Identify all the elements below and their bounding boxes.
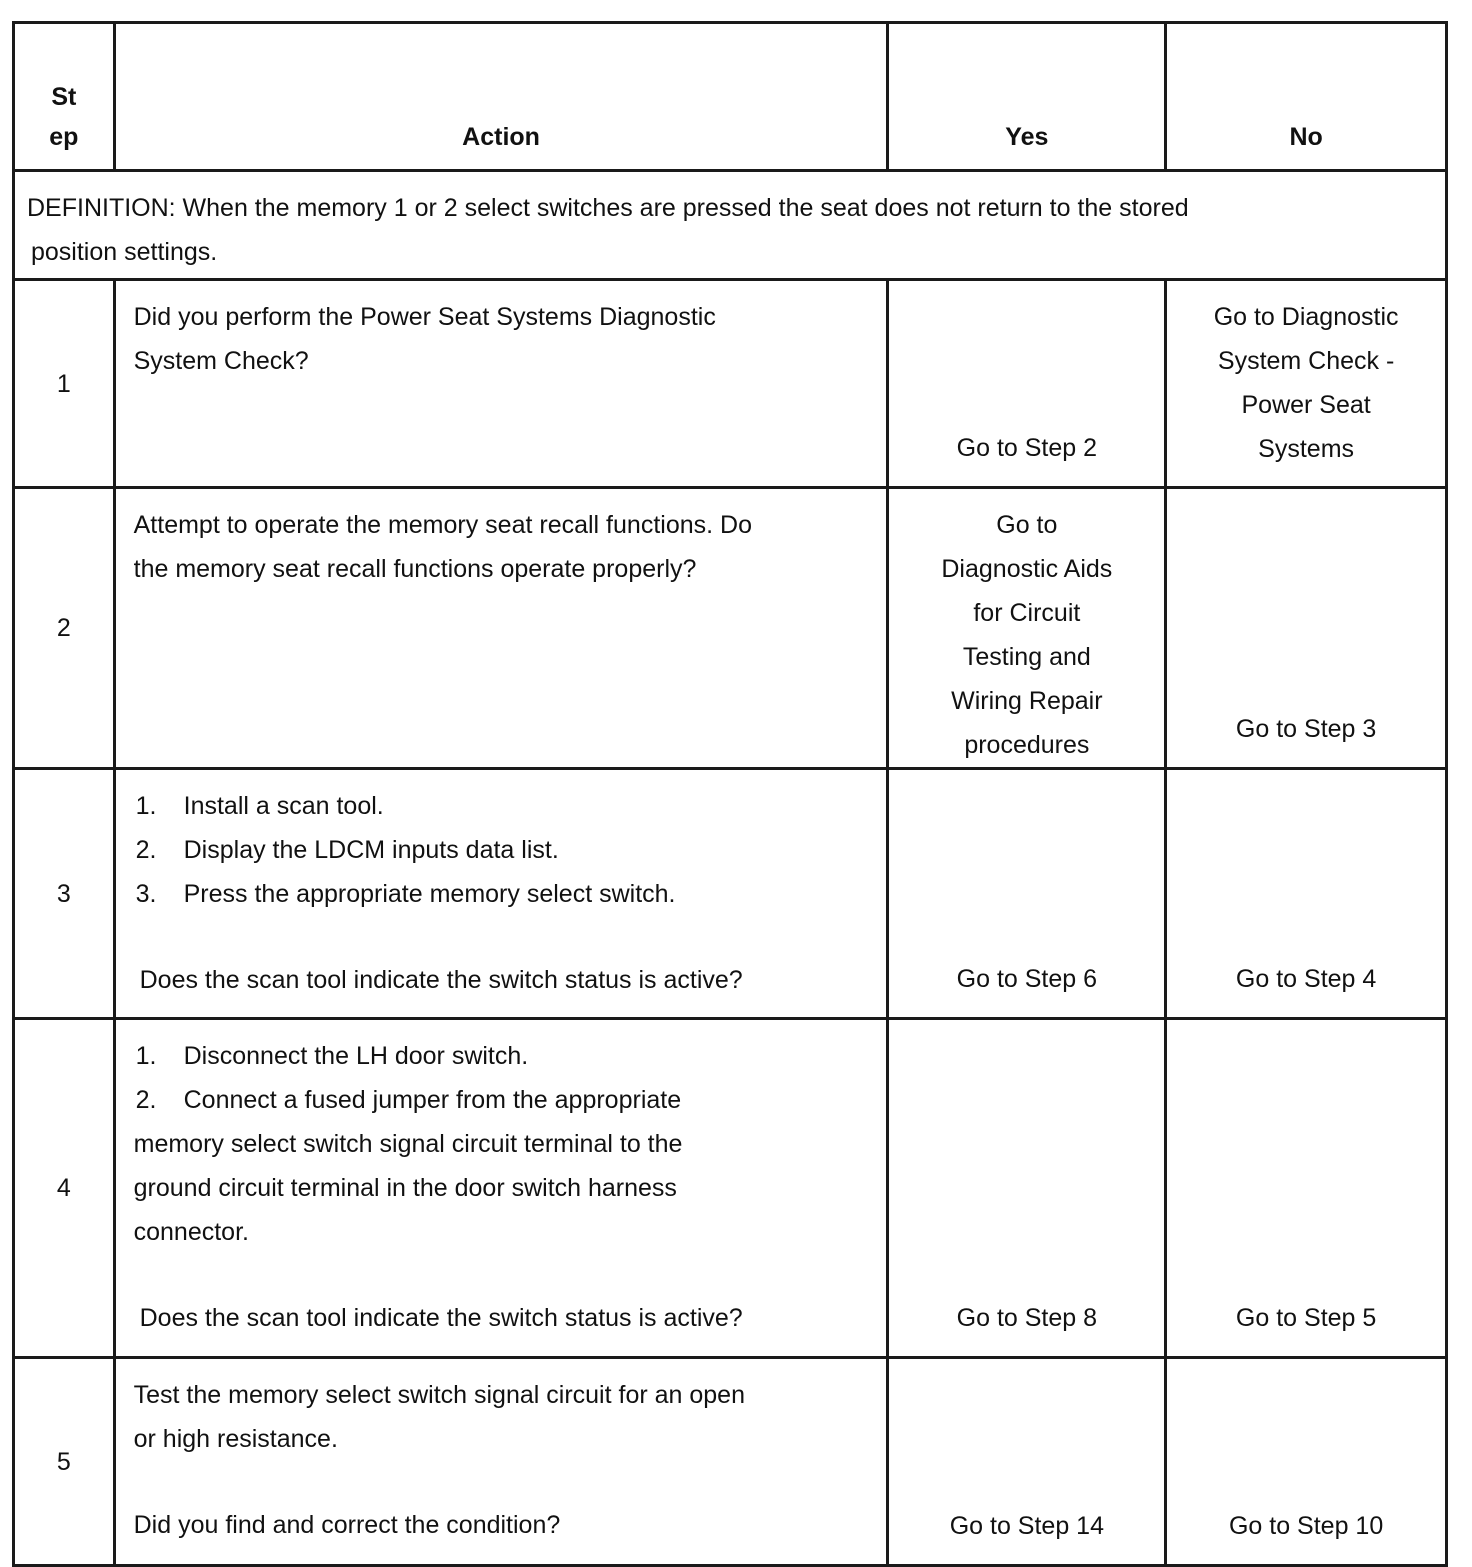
list-number: 1. [135, 1042, 157, 1070]
action-cell [114, 1019, 888, 1358]
list-text: Disconnect the LH door switch. [183, 1042, 529, 1070]
list-text: Install a scan tool. [183, 792, 384, 820]
definition-cell [14, 171, 1447, 280]
no-cell: Go to Step 4 [1166, 769, 1447, 1019]
list-text: Display the LDCM inputs data list. [183, 836, 559, 864]
no-line: System Check - [1217, 347, 1395, 375]
action-question: Does the scan tool indicate the switch status is active? [139, 1304, 743, 1332]
action-line: Test the memory select switch signal circuit for an open [133, 1381, 745, 1409]
table-row [14, 488, 1447, 769]
yes-cell: Go to Step 8 [888, 1019, 1166, 1358]
list-text: Press the appropriate memory select switch. [183, 880, 676, 908]
action-line: ground circuit terminal in the door switch harness [133, 1174, 677, 1202]
list-item [134, 1034, 869, 1078]
list-item [134, 784, 869, 828]
header-row [14, 23, 1447, 171]
action-line: memory select switch signal circuit terminal to the [133, 1130, 683, 1158]
yes-cell: Go to Step 6 [888, 769, 1166, 1019]
no-cell [1166, 280, 1447, 488]
no-cell: Go to Step 3 [1166, 488, 1447, 769]
yes-cell [888, 488, 1166, 769]
action-line: the memory seat recall functions operate properly? [133, 555, 697, 583]
yes-line: for Circuit [973, 599, 1081, 627]
yes-line: Wiring Repair [951, 687, 1103, 715]
definition-line-2: position settings. [31, 238, 218, 266]
action-line: System Check? [133, 347, 309, 375]
action-cell [114, 488, 888, 769]
step-number: 4 [14, 1019, 115, 1358]
yes-line: Diagnostic Aids [941, 555, 1113, 583]
action-line: Attempt to operate the memory seat recall functions. Do [133, 511, 752, 539]
action-list [134, 1034, 869, 1122]
header-step-line1: St [51, 83, 77, 111]
step-number: 5 [14, 1358, 115, 1566]
step-number: 3 [14, 769, 115, 1019]
definition-row [14, 171, 1447, 280]
header-no: No [1166, 23, 1447, 171]
table-row [14, 1019, 1447, 1358]
action-cell [114, 769, 888, 1019]
no-cell: Go to Step 10 [1166, 1358, 1447, 1566]
list-text: Connect a fused jumper from the appropriate [183, 1086, 682, 1114]
list-number: 3. [135, 880, 157, 908]
list-number: 1. [135, 792, 157, 820]
table-row [14, 769, 1447, 1019]
action-line: Did you perform the Power Seat Systems Diagnostic [133, 303, 716, 331]
definition-line-1: DEFINITION: When the memory 1 or 2 select switches are pressed the seat does not return to the stored [27, 194, 1189, 222]
yes-cell: Go to Step 2 [888, 280, 1166, 488]
list-item [134, 828, 869, 872]
step-number: 1 [14, 280, 115, 488]
no-line: Go to Diagnostic [1213, 303, 1399, 331]
list-item [134, 872, 869, 916]
table-row [14, 1358, 1447, 1566]
action-cell [114, 280, 888, 488]
no-cell: Go to Step 5 [1166, 1019, 1447, 1358]
list-item [134, 1078, 869, 1122]
header-action: Action [114, 23, 888, 171]
header-yes: Yes [888, 23, 1166, 171]
action-line: or high resistance. [133, 1425, 338, 1453]
list-number: 2. [135, 836, 157, 864]
yes-line: Testing and [962, 643, 1091, 671]
yes-line: procedures [964, 731, 1090, 759]
step-number: 2 [14, 488, 115, 769]
header-step [14, 23, 115, 171]
action-list [134, 784, 869, 916]
action-cell [114, 1358, 888, 1566]
action-line: connector. [133, 1218, 249, 1246]
list-number: 2. [135, 1086, 157, 1114]
no-line: Power Seat [1241, 391, 1371, 419]
yes-cell: Go to Step 14 [888, 1358, 1166, 1566]
table-row [14, 280, 1447, 488]
diagnostic-table [12, 21, 1448, 1567]
yes-line: Go to [996, 511, 1058, 539]
header-step-line2: ep [49, 123, 79, 151]
no-line: Systems [1258, 435, 1355, 463]
action-question: Does the scan tool indicate the switch status is active? [139, 966, 743, 994]
action-question: Did you find and correct the condition? [133, 1511, 561, 1539]
